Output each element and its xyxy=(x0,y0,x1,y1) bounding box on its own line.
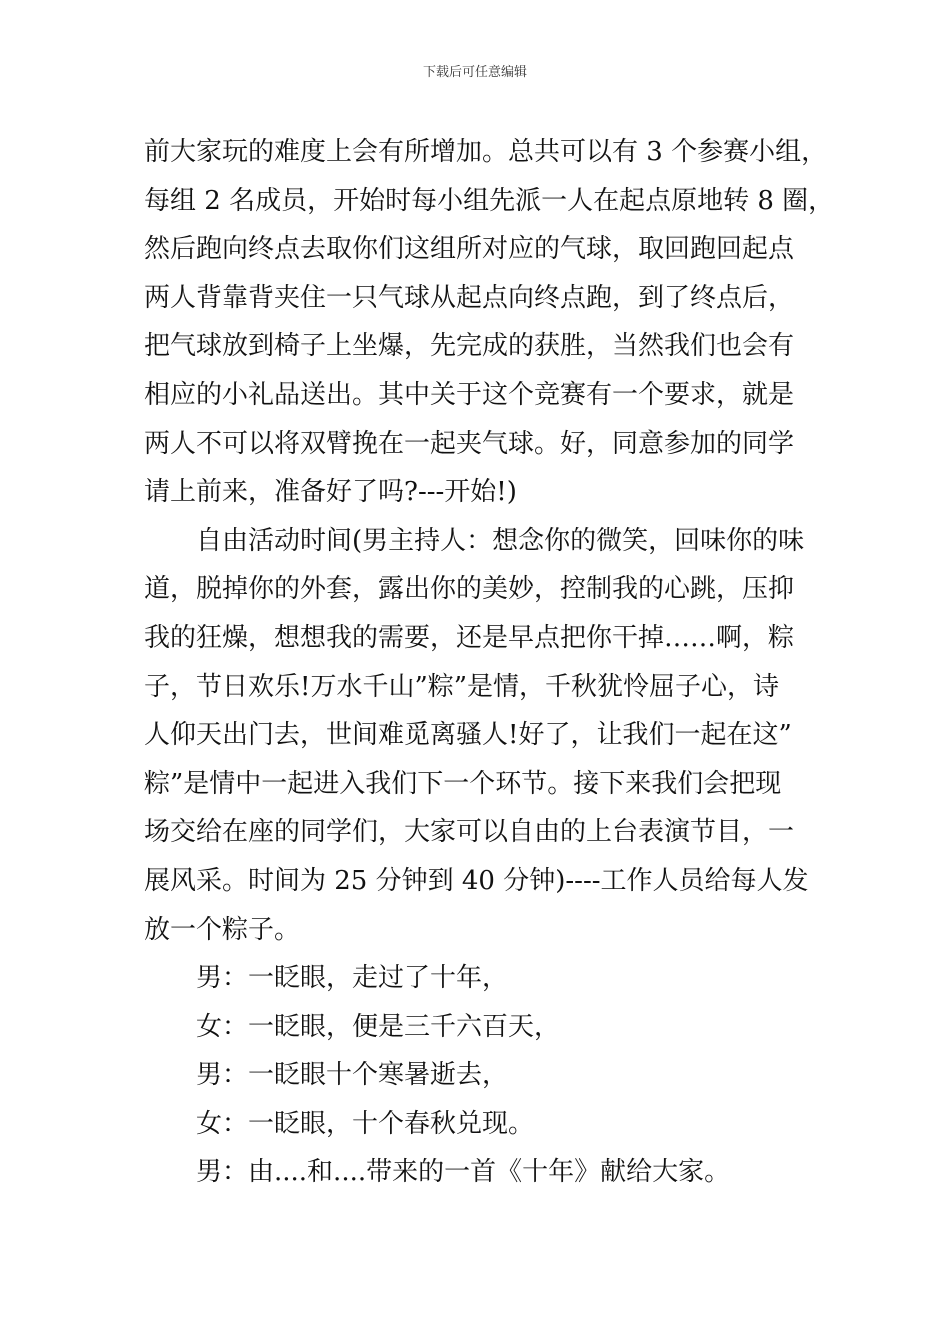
text-line: 女：一眨眼，十个春秋兑现。 xyxy=(196,1108,535,1139)
paragraph-game-rules xyxy=(144,128,835,517)
text-line: 女：一眨眼，便是三千六百天， xyxy=(196,1011,561,1042)
text-line: 子，节日欢乐!万水千山”粽”是情，千秋犹怜屈子心，诗 xyxy=(144,671,780,702)
text-line: 男：一眨眼十个寒暑逝去， xyxy=(196,1060,509,1091)
text-line: 我的狂燥，想想我的需要，还是早点把你干掉……啊，粽 xyxy=(144,622,795,653)
dialogue-line-female-1 xyxy=(144,1003,808,1052)
document-body xyxy=(144,128,835,1197)
text-line: 展风采。时间为 25 分钟到 40 分钟)----工作人员给每人发 xyxy=(144,865,809,896)
dialogue-line-female-2 xyxy=(144,1100,808,1149)
text-line: 请上前来，准备好了吗?---开始!) xyxy=(144,477,517,508)
text-line: 男：一眨眼，走过了十年， xyxy=(196,963,509,994)
text-line: 男：由....和....带来的一首《十年》献给大家。 xyxy=(196,1157,731,1188)
text-line: 粽”是情中一起进入我们下一个环节。接下来我们会把现 xyxy=(144,768,782,799)
text-line: 两人背靠背夹住一只气球从起点向终点跑，到了终点后， xyxy=(144,282,795,313)
text-line: 相应的小礼品送出。其中关于这个竞赛有一个要求，就是 xyxy=(144,379,795,410)
text-line: 两人不可以将双臂挽在一起夹气球。好，同意参加的同学 xyxy=(144,428,795,459)
text-line: 每组 2 名成员，开始时每小组先派一人在起点原地转 8 圈， xyxy=(144,185,835,216)
text-line: 然后跑向终点去取你们这组所对应的气球，取回跑回起点 xyxy=(144,234,795,265)
paragraph-free-activity xyxy=(144,517,808,954)
dialogue-line-male-2 xyxy=(144,1051,808,1100)
text-line: 道，脱掉你的外套，露出你的美妙，控制我的心跳，压抑 xyxy=(144,574,795,605)
dialogue-line-male-3 xyxy=(144,1148,808,1197)
text-line: 前大家玩的难度上会有所增加。总共可以有 3 个参赛小组， xyxy=(144,137,828,167)
text-line: 把气球放到椅子上坐爆，先完成的获胜，当然我们也会有 xyxy=(144,331,795,362)
text-line: 放一个粽子。 xyxy=(144,914,301,945)
text-line: 场交给在座的同学们，大家可以自由的上台表演节目，一 xyxy=(144,817,795,848)
text-line: 人仰天出门去，世间难觅离骚人!好了，让我们一起在这” xyxy=(144,720,792,751)
text-line: 自由活动时间(男主持人：想念你的微笑，回味你的味 xyxy=(196,525,805,556)
dialogue-line-male-1 xyxy=(144,954,808,1003)
page-header: 下载后可任意编辑 xyxy=(422,65,527,80)
